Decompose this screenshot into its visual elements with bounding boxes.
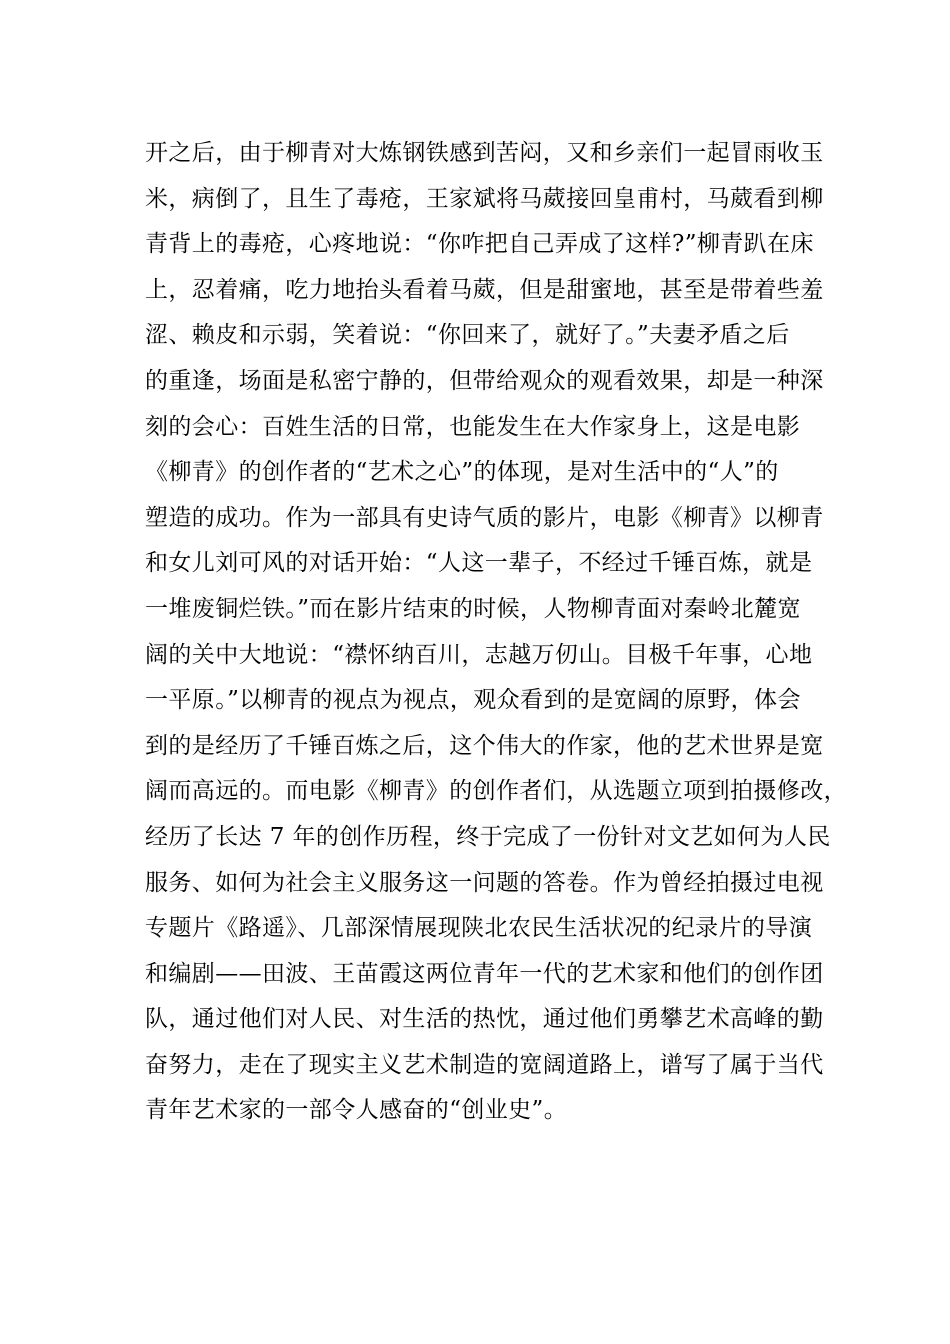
text-line: 刻的会心：百姓生活的日常，也能发生在大作家身上，这是电影 [145,413,801,440]
text-line: 一堆废铜烂铁。”而在影片结束的时候，人物柳青面对秦岭北麓宽 [145,595,801,622]
text-line: 塑造的成功。作为一部具有史诗气质的影片，电影《柳青》以柳青 [145,504,824,531]
text-line: 到的是经历了千锤百炼之后，这个伟大的作家，他的艺术世界是宽 [145,732,824,759]
text-line: 《柳青》的创作者的“艺术之心”的体现，是对生活中的“人”的 [145,459,779,486]
text-line: 专题片《路遥》、几部深情展现陕北农民生活状况的纪录片的导演 [145,915,813,942]
text-line: 和女儿刘可风的对话开始：“人这一辈子，不经过千锤百炼，就是 [145,550,813,577]
body-paragraph [145,131,847,1134]
text-line: 一平原。”以柳青的视点为视点，观众看到的是宽阔的原野，体会 [145,687,801,714]
text-line: 奋努力，走在了现实主义艺术制造的宽阔道路上，谱写了属于当代 [145,1051,824,1078]
text-line: 阔的关中大地说：“襟怀纳百川，志越万仞山。目极千年事，心地 [145,641,813,668]
text-line: 涩、赖皮和示弱，笑着说：“你回来了，就好了。”夫妻矛盾之后 [145,322,790,349]
text-line: 队，通过他们对人民、对生活的热忱，通过他们勇攀艺术高峰的勤 [145,1006,824,1033]
text-line: 服务、如何为社会主义服务这一问题的答卷。作为曾经拍摄过电视 [145,869,824,896]
text-line: 青年艺术家的一部令人感奋的“创业史”。 [145,1097,568,1124]
text-line: 青背上的毒疮，心疼地说：“你咋把自己弄成了这样?”柳青趴在床 [145,231,814,258]
text-line: 和编剧——田波、王苗霞这两位青年一代的艺术家和他们的创作团 [145,960,824,987]
text-line: 米，病倒了，且生了毒疮，王家斌将马葳接回皇甫村，马葳看到柳 [145,185,824,212]
text-line: 开之后，由于柳青对大炼钢铁感到苦闷，又和乡亲们一起冒雨收玉 [145,140,824,166]
text-line: 的重逢，场面是私密宁静的，但带给观众的观看效果，却是一种深 [145,367,824,394]
text-line: 阔而高远的。而电影《柳青》的创作者们，从选题立项到拍摄修改， [145,778,847,805]
text-line: 上，忍着痛，吃力地抬头看着马葳，但是甜蜜地，甚至是带着些羞 [145,276,824,303]
text-line: 经历了长达 7 年的创作历程，终于完成了一份针对文艺如何为人民 [145,823,831,850]
